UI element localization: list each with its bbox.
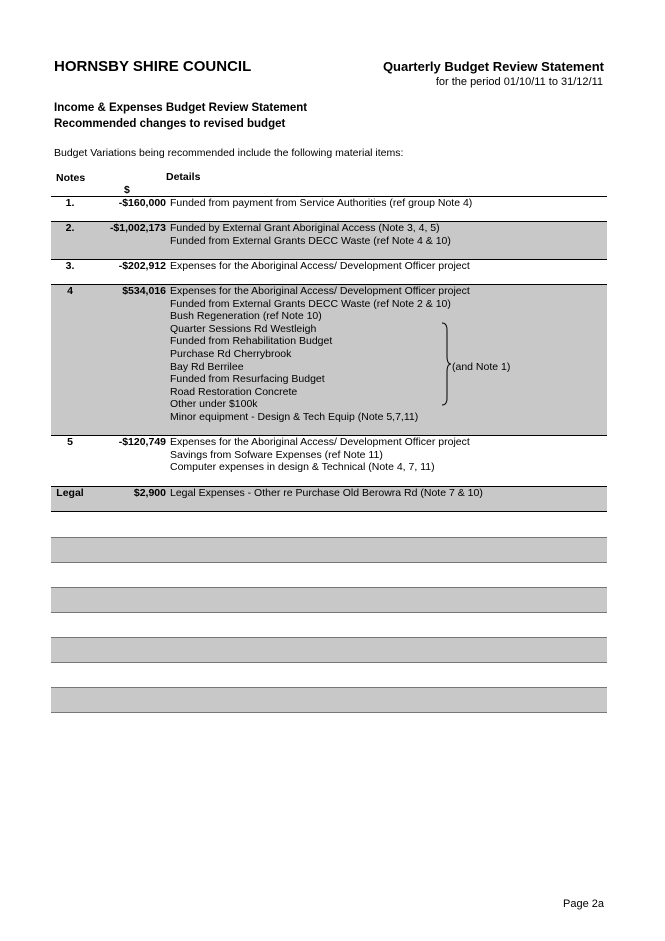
row-details [170, 222, 451, 247]
row-note: Legal [56, 487, 84, 499]
detail-line: Legal Expenses - Other re Purchase Old Berowra Rd (Note 7 & 10) [170, 487, 483, 499]
detail-line: Funded from Rehabilitation Budget [170, 335, 333, 348]
statement-title: Quarterly Budget Review Statement [382, 59, 604, 74]
detail-line: Bay Rd Berrilee [170, 360, 244, 373]
detail-line: Expenses for the Aboriginal Access/ Development Officer project [170, 436, 470, 448]
intro-text: Budget Variations being recommended include the following material items: [54, 147, 404, 159]
subtitle-line-2: Recommended changes to revised budget [54, 118, 286, 130]
row-amount: $534,016 [122, 285, 166, 297]
detail-line: Funded from Resurfacing Budget [170, 373, 325, 386]
row-note: 3. [65, 260, 75, 272]
row-amount: -$1,002,173 [109, 222, 166, 234]
row-details [170, 260, 470, 273]
row-amount: -$160,000 [118, 197, 166, 209]
empty-row [51, 537, 607, 563]
row-amount: $2,900 [133, 487, 166, 499]
detail-line: Funded from payment from Service Authorities (ref group Note 4) [170, 197, 473, 209]
detail-line: Savings from Sofware Expenses (ref Note 11) [170, 448, 383, 461]
detail-line: Quarter Sessions Rd Westleigh [170, 322, 317, 335]
row-details [170, 285, 511, 424]
detail-line: Expenses for the Aboriginal Access/ Development Officer project [170, 260, 470, 272]
table-row [51, 486, 607, 512]
detail-line: Other under $100k [170, 398, 258, 411]
subtitle-line-1: Income & Expenses Budget Review Statement [54, 102, 308, 114]
row-amount: -$120,749 [118, 436, 166, 448]
detail-line: Funded by External Grant Aboriginal Access (Note 3, 4, 5) [170, 222, 440, 234]
row-details [170, 436, 470, 474]
table-row [51, 259, 607, 285]
table-row [51, 435, 607, 487]
column-header-details: Details [166, 171, 201, 183]
brace-note-label: (and Note 1) [452, 361, 511, 373]
detail-line: Minor equipment - Design & Tech Equip (Note 5,7,11) [170, 410, 419, 423]
detail-line: Computer expenses in design & Technical (Note 4, 7, 11) [170, 461, 435, 474]
row-note: 2. [65, 222, 75, 234]
page-number: Page 2a [563, 898, 604, 910]
row-details [170, 197, 472, 210]
period-label: for the period 01/10/11 to 31/12/11 [435, 76, 603, 88]
curly-brace-icon [441, 322, 451, 406]
table-row [51, 196, 607, 222]
detail-line: Funded from External Grants DECC Waste (ref Note 4 & 10) [170, 234, 451, 247]
detail-line: Expenses for the Aboriginal Access/ Development Officer project [170, 285, 470, 297]
row-note: 1. [65, 197, 75, 209]
table-row [51, 221, 607, 260]
column-header-amount: $ [124, 184, 130, 196]
detail-line: Road Restoration Concrete [170, 385, 298, 398]
detail-line: Purchase Rd Cherrybrook [170, 347, 292, 360]
detail-line: Funded from External Grants DECC Waste (ref Note 2 & 10) [170, 297, 451, 310]
detail-line: Bush Regeneration (ref Note 10) [170, 310, 322, 323]
table-row [51, 284, 607, 436]
empty-row [51, 637, 607, 663]
row-amount: -$202,912 [118, 260, 166, 272]
column-header-notes: Notes [56, 172, 86, 184]
empty-row [51, 587, 607, 613]
row-details [170, 487, 483, 500]
row-note: 4 [67, 285, 73, 297]
council-name: HORNSBY SHIRE COUNCIL [54, 58, 252, 75]
empty-row [51, 687, 607, 713]
row-note: 5 [67, 436, 73, 448]
